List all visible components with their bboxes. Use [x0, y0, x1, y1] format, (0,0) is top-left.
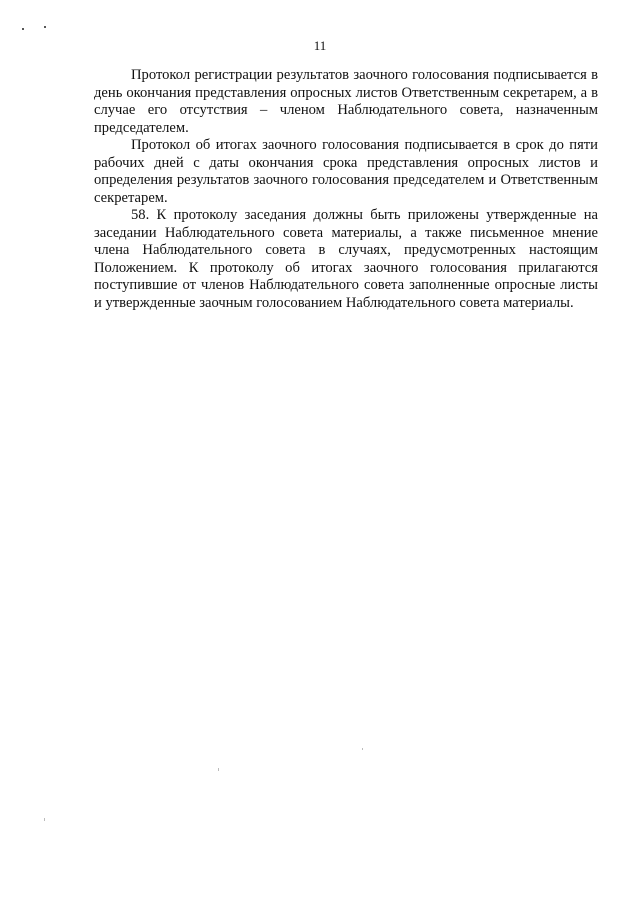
- paragraph-registration-protocol: Протокол регистрации результатов заочного голосования подписывается в день окончания представления опросных листов Ответственным секретарем, а в случае его отсутствия – членом Наблюдательного совета, назначенным председателем.: [94, 67, 598, 136]
- scan-artifact-speck: [362, 748, 363, 750]
- scan-artifact-speck: [218, 768, 219, 771]
- scan-artifact-dot: [22, 28, 24, 30]
- paragraph-results-protocol: Протокол об итогах заочного голосования подписывается в срок до пяти рабочих дней с даты окончания срока представления опросных листов и определения результатов заочного голосования председателем и Ответственным секретарем.: [94, 137, 598, 206]
- paragraph-58-attachments: 58. К протоколу заседания должны быть приложены утвержденные на заседании Наблюдательного совета материалы, а также письменное мнение члена Наблюдательного совета в случаях, предусмотренных настоящим Положением. К протоколу об итогах заочного голосования прилагаются поступившие от членов Наблюдательного совета заполненные опросные листы и утвержденные заочным голосованием Наблюдательного совета материалы.: [94, 207, 598, 311]
- page-number: 11: [313, 38, 327, 53]
- document-body: [94, 67, 598, 312]
- scan-artifact-speck: [44, 818, 45, 821]
- scan-artifact-dot: [44, 26, 46, 28]
